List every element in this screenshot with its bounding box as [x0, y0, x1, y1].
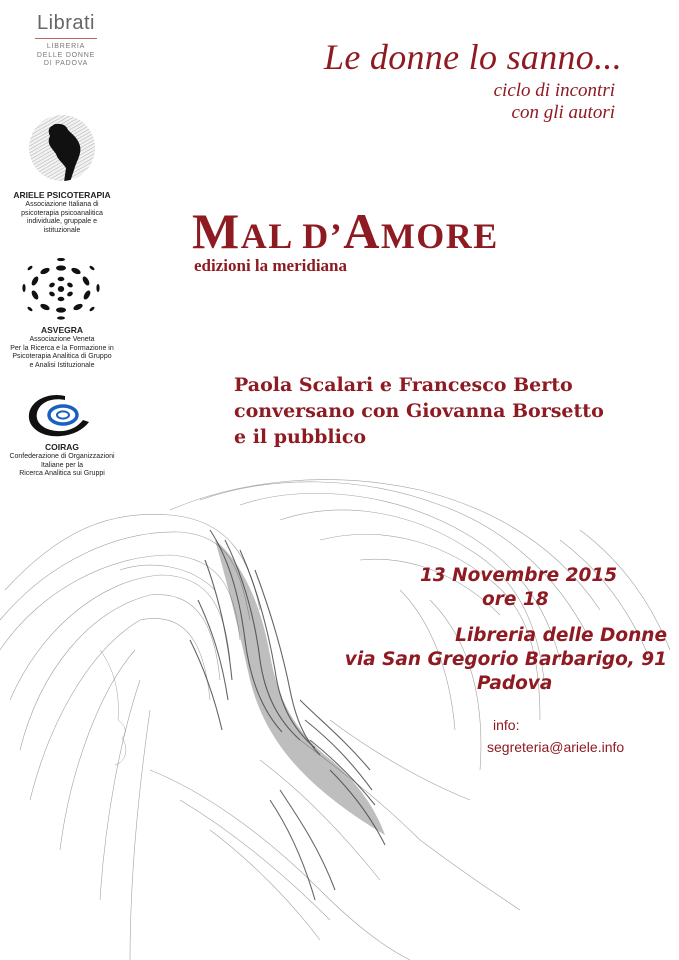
librati-divider	[35, 38, 97, 39]
event-city: Padova	[477, 673, 553, 694]
speakers-line: e il pubblico	[234, 426, 367, 448]
speakers-line: Paola Scalari e Francesco Berto	[234, 374, 573, 396]
series-title: Le donne lo sanno...	[324, 37, 622, 77]
coirag-name: COIRAG	[45, 442, 79, 452]
ariele-name: ARIELE PSICOTERAPIA	[13, 190, 111, 200]
coirag-logo-icon	[25, 390, 97, 440]
asvegra-caption: ASVEGRA Associazione Veneta Per la Ricerca e la Formazione in Psicoterapia Analitica di Gruppo e Analisi Istituzionale	[2, 325, 122, 370]
publisher: edizioni la meridiana	[194, 256, 347, 275]
series-subtitle: ciclo di incontri con gli autori	[493, 80, 615, 123]
speakers	[234, 372, 604, 450]
event-address: via San Gregorio Barbarigo, 91	[344, 649, 667, 670]
event-time: ore 18	[482, 589, 549, 610]
book-title: MAL D’AMORE	[192, 203, 499, 259]
librati-subtitle: LIBRERIA DELLE DONNE DI PADOVA	[36, 43, 96, 67]
event-venue: Libreria delle Donne	[455, 625, 667, 646]
ariele-logo-icon	[28, 112, 96, 184]
sketch-illustration	[0, 470, 679, 960]
info-label: info:	[493, 717, 520, 733]
speakers-line: conversano con Giovanna Borsetto	[234, 400, 604, 422]
coirag-caption: COIRAG Confederazione di Organizzazioni Italiane per la Ricerca Analitica sui Gruppi	[2, 442, 122, 479]
info-email[interactable]: segreteria@ariele.info	[487, 739, 625, 755]
librati-logo	[22, 12, 110, 69]
asvegra-name: ASVEGRA	[40, 325, 84, 335]
asvegra-logo-icon	[18, 258, 104, 320]
librati-wordmark: Librati	[37, 12, 95, 34]
event-date: 13 Novembre 2015	[420, 565, 618, 586]
ariele-caption: ARIELE PSICOTERAPIA Associazione Italiana di psicoterapia psicoanalitica individuale, gruppale e istituzionale	[2, 190, 122, 235]
